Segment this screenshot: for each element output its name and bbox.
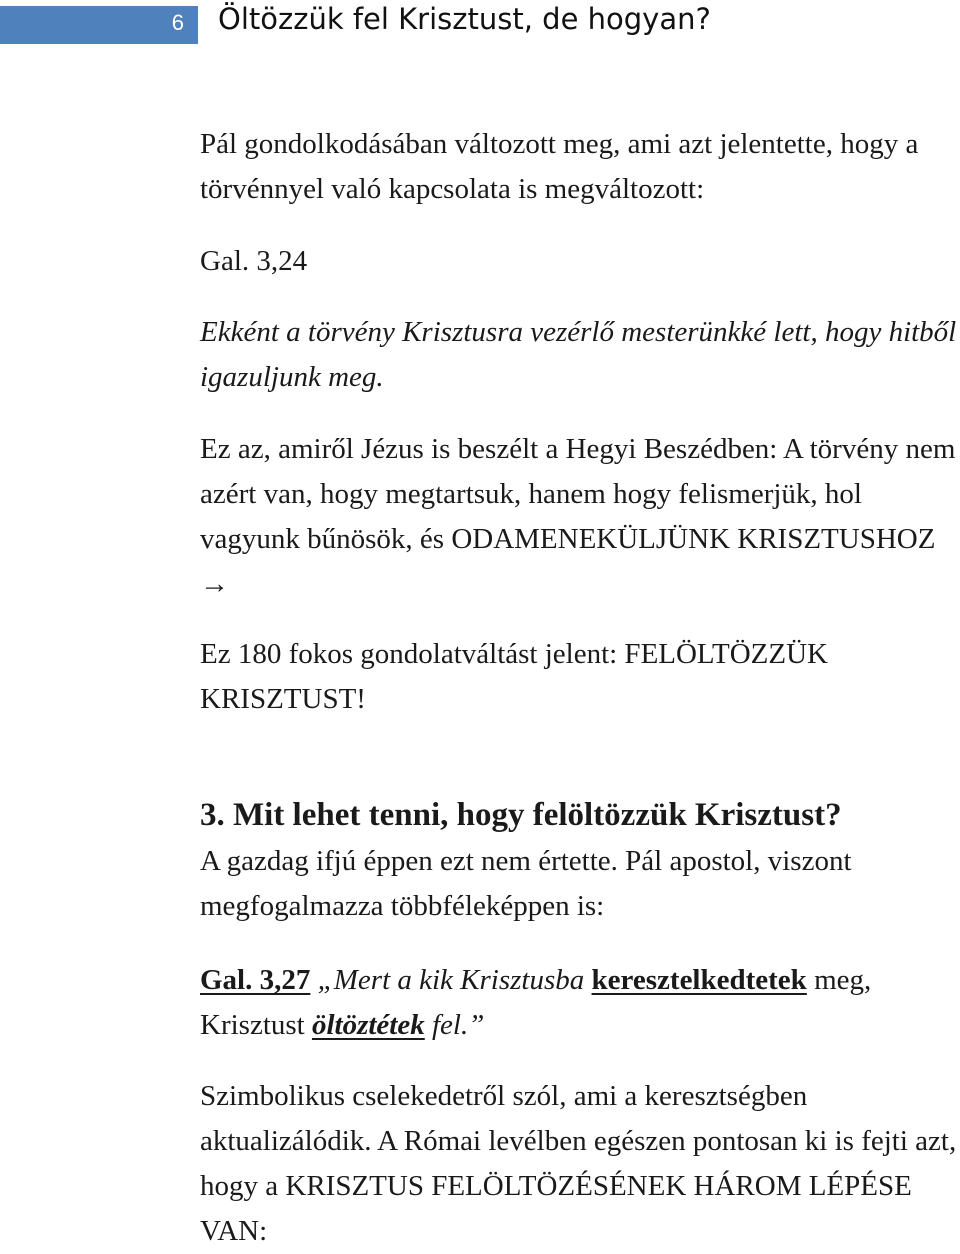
paragraph-5: Szimbolikus cselekedetről szól, ami a keresztségben aktualizálódik. A Római levélben egészen pontosan ki is fejti azt, hogy a KRISZTUS FELÖLTÖZÉSÉNEK HÁROM LÉPÉSE VAN: (200, 1080, 957, 1247)
section-heading: 3. Mit lehet tenni, hogy felöltözzük Krisztust? (200, 797, 842, 833)
quote-part-3: fel.” (424, 1009, 485, 1041)
paragraph-3: Ez 180 fokos gondolatváltást jelent: FELÖLTÖZZÜK KRISZTUST! (200, 638, 828, 715)
page-title: Öltözzük fel Krisztust, de hogyan? (218, 2, 711, 36)
quote-part-1: „Mert a kik Krisztusba (310, 964, 592, 996)
emphasis-word-1: keresztelkedtetek (591, 964, 807, 996)
scripture-reference: Gal. 3,24 (200, 245, 308, 277)
quote-part-2: meg, Krisztust (200, 964, 872, 1041)
emphasis-word-2: öltöztétek (311, 1009, 425, 1041)
page-number-bar (0, 6, 198, 44)
scripture-paragraph (200, 958, 958, 1048)
scripture-reference-bold: Gal. 3,27 (200, 964, 311, 996)
paragraph-1: Pál gondolkodásában változott meg, ami azt jelentette, hogy a törvénnyel való kapcsolata is megváltozott: (200, 128, 919, 205)
paragraph-2: Ez az, amiről Jézus is beszélt a Hegyi Beszédben: A törvény nem azért van, hogy megtartsuk, hanem hogy felismerjük, hol vagyunk bűnösök, és ODAMENEKÜLJÜNK KRISZTUSHOZ → (200, 433, 956, 600)
scripture-quote: Ekként a törvény Krisztusra vezérlő mesterünkké lett, hogy hitből igazuljunk meg. (200, 316, 957, 393)
paragraph-4: A gazdag ifjú éppen ezt nem értette. Pál apostol, viszont megfogalmazza többféleképpen is: (200, 845, 852, 922)
page-number: 6 (171, 10, 184, 35)
